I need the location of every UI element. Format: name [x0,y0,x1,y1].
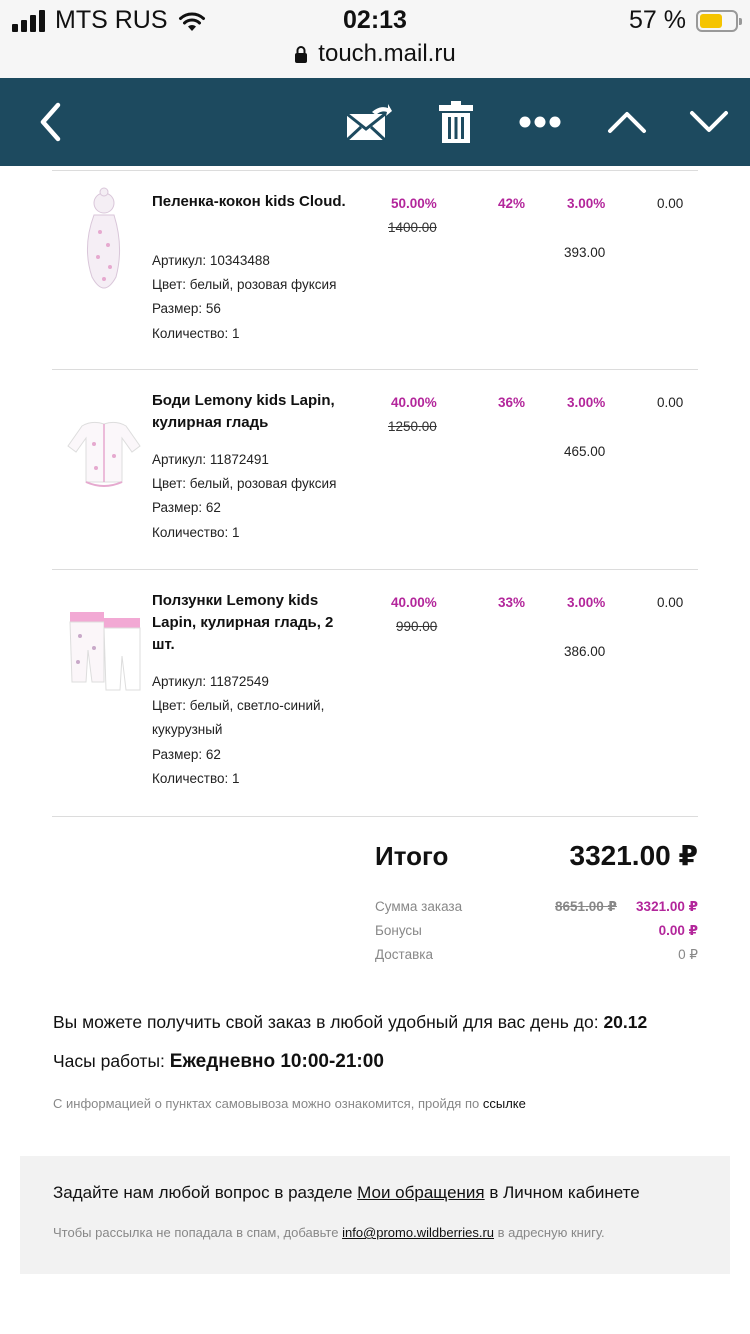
url-bar[interactable] [0,40,750,68]
lock-icon [294,45,308,63]
pickup-deadline [53,1012,647,1033]
more-dots-icon [519,116,561,128]
hours-label: Часы работы: [53,1051,165,1071]
working-hours [53,1051,384,1073]
pickup-text: Вы можете получить свой заказ в любой удобный для вас день до: [53,1012,599,1032]
product-image-swaddle [60,187,148,297]
url-text: touch.mail.ru [318,40,456,67]
question-suffix: в Личном кабинете [489,1183,640,1202]
item-size: Размер: 62 [152,747,221,762]
pickup-link[interactable]: ссылке [482,1096,526,1111]
order-sum-old: 8651.00 ₽ [555,899,617,914]
item-discount-percent: 42% [498,196,526,211]
order-item-row [52,170,698,371]
item-title: Ползунки Lemony kids Lapin, кулирная гладь, 2 шт. [152,592,334,653]
item-extra: 0.00 [657,395,684,410]
item-quantity: Количество: 1 [152,326,240,341]
pickup-date: 20.12 [603,1012,648,1032]
pickup-note-text: С информацией о пунктах самовывоза можно ознакомится, пройдя по [53,1096,480,1111]
item-discount: 50.00% [391,196,437,211]
item-article: Артикул: 10343488 [152,253,270,268]
item-color: Цвет: белый, светло-синий, [152,698,325,713]
mail-toolbar [0,78,750,166]
trash-icon [438,101,474,143]
item-color-continued: кукурузный [152,722,223,737]
reply-button[interactable] [338,78,398,166]
back-button[interactable] [22,78,78,166]
item-size: Размер: 56 [152,301,221,316]
my-requests-link[interactable]: Мои обращения [357,1183,485,1202]
chevron-up-icon [607,110,647,134]
item-quantity: Количество: 1 [152,771,240,786]
delivery-value: 0 ₽ [678,947,698,962]
email-link[interactable]: info@promo.wildberries.ru [342,1225,495,1240]
previous-message-button[interactable] [600,78,654,166]
carrier-name: MTS RUS [55,6,168,34]
product-image-bodysuit [60,386,148,496]
item-color: Цвет: белый, розовая фуксия [152,476,337,491]
item-discount-percent: 36% [498,395,526,410]
item-old-price: 990.00 [396,619,438,634]
item-quantity: Количество: 1 [152,525,240,540]
item-title: Пеленка-кокон kids Cloud. [152,193,346,210]
clock: 02:13 [343,6,407,34]
battery-percent: 57 % [629,6,686,34]
item-extra: 0.00 [657,595,684,610]
bonus-label: Бонусы [375,923,422,938]
item-color: Цвет: белый, розовая фуксия [152,277,337,292]
question-line [53,1183,640,1203]
item-article: Артикул: 11872549 [152,674,269,689]
order-totals [52,816,698,962]
bonus-value: 0.00 ₽ [658,923,698,938]
item-extra: 0.00 [657,196,684,211]
spam-prefix: Чтобы рассылка не попадала в спам, добавьте [53,1225,339,1240]
product-image-rompers [60,586,148,696]
total-value: 3321.00 ₽ [569,840,698,871]
order-item-row [52,369,698,570]
order-sum-label: Сумма заказа [375,899,463,914]
chevron-down-icon [689,110,729,134]
item-bonus: 3.00% [567,196,606,211]
pickup-note [53,1096,526,1111]
reply-envelope-icon [344,102,392,142]
item-bonus: 3.00% [567,595,606,610]
question-prefix: Задайте нам любой вопрос в разделе [53,1183,353,1202]
item-old-price: 1400.00 [388,220,437,235]
delivery-label: Доставка [375,947,433,962]
item-old-price: 1250.00 [388,419,437,434]
footer-box [20,1156,730,1274]
item-discount: 40.00% [391,595,437,610]
next-message-button[interactable] [682,78,736,166]
item-price: 386.00 [564,644,606,659]
more-button[interactable] [512,78,568,166]
item-price: 393.00 [564,245,606,260]
item-discount-percent: 33% [498,595,526,610]
order-sum-new: 3321.00 ₽ [636,899,698,914]
hours-value: Ежедневно 10:00-21:00 [169,1051,384,1072]
item-size: Размер: 62 [152,500,221,515]
order-item-row [52,569,698,817]
back-chevron-icon [38,102,62,142]
item-price: 465.00 [564,444,606,459]
total-label: Итого [375,841,449,871]
delete-button[interactable] [430,78,482,166]
battery-icon [696,10,738,32]
spam-suffix: в адресную книгу. [497,1225,605,1240]
spam-note [53,1225,605,1240]
status-bar [0,0,750,78]
item-article: Артикул: 11872491 [152,452,269,467]
item-discount: 40.00% [391,395,437,410]
item-bonus: 3.00% [567,395,606,410]
item-title: Боди Lemony kids Lapin, кулирная гладь [152,392,335,431]
